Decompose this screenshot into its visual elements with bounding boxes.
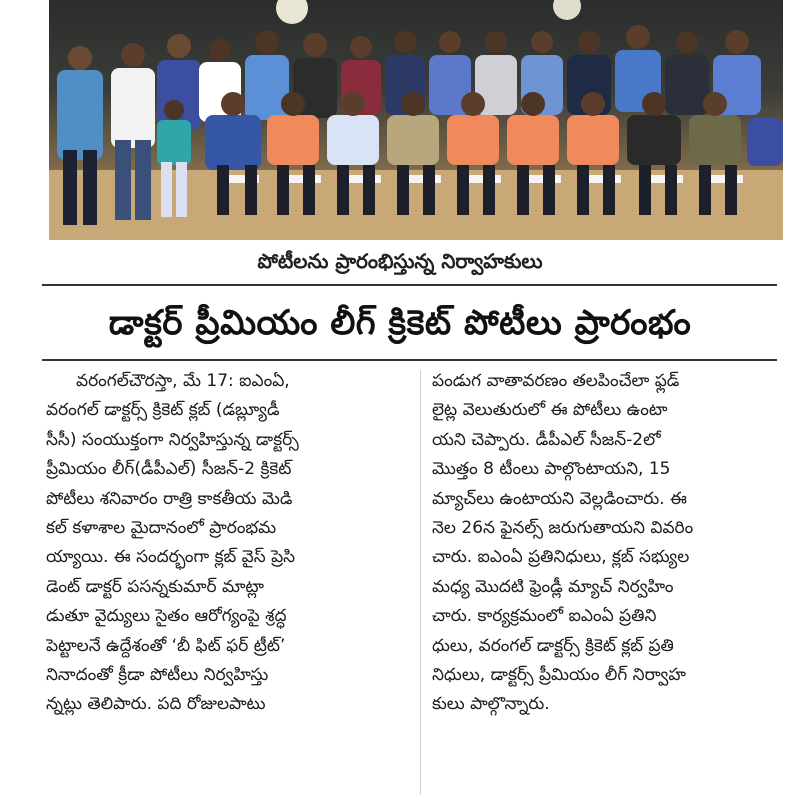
article-line: సీసీ) సంయుక్తంగా నిర్వహిస్తున్న డాక్టర్స్: [46, 429, 299, 450]
article-line: డుతూ వైద్యులు సైతం ఆరోగ్యంపై శ్రద్ధ: [46, 606, 287, 627]
article-line: లైట్ల వెలుతురులో ఈ పోటీలు ఉంటా: [432, 400, 668, 421]
article-line: ధులు, వరంగల్ డాక్టర్స్ క్రికెట్ క్లబ్ ప్రతి: [432, 635, 674, 656]
article-line: న్నట్లు తెలిపారు. పది రోజులపాటు: [46, 694, 266, 715]
article-line: కులు పాల్గొన్నారు.: [432, 694, 550, 715]
article-line: పెట్టాలనే ఉద్దేశంతో ‘బీ ఫిట్ ఫర్ ట్రీట్’: [46, 635, 286, 656]
headline-rule-bottom: [42, 359, 777, 361]
article-line: నిధులు, డాక్టర్స్ ప్రీమియం లీగ్ నిర్వాహ: [432, 664, 686, 685]
article-line: వరంగల్‌చౌరస్తా, మే 17: ఐఎంఏ,: [76, 371, 290, 391]
article-line: నెల 26న ఫైనల్స్ జరుగుతాయని వివరిం: [432, 517, 694, 538]
group-photo-icon: [49, 0, 783, 240]
article-line: యని చెప్పారు. డీపీఎల్ సీజన్-2లో: [432, 429, 661, 450]
article-line: పండుగ వాతావరణం తలపించేలా ఫ్లడ్: [432, 371, 680, 391]
group-photo: [49, 0, 783, 240]
article-line: ప్రీమియం లీగ్(డీపీఎల్) సీజన్-2 క్రికెట్: [46, 459, 292, 480]
article-line: మధ్య మొదటి ఫ్రెండ్లీ మ్యాచ్ నిర్వహిం: [432, 576, 674, 597]
photo-caption: పోటీలను ప్రారంభిస్తున్న నిర్వాహకులు: [257, 249, 543, 273]
article-line: య్యాయి. ఈ సందర్భంగా క్లబ్ వైస్ ప్రెసి: [46, 547, 296, 568]
article-column-left: [46, 367, 414, 802]
article-line: డెంట్ డాక్టర్ పసన్నకుమార్ మాట్లా: [46, 576, 265, 597]
article-line: మ్యాచ్‌లు ఉంటాయని వెల్లడించారు. ఈ: [432, 488, 687, 509]
article-line: నినాదంతో క్రీడా పోటీలు నిర్వహిస్తు: [46, 664, 269, 685]
article-column-right: [432, 367, 788, 802]
article-line: మొత్తం 8 టీంలు పాల్గొంటాయని, 15: [432, 459, 671, 480]
article-line: పోటీలు శనివారం రాత్రి కాకతీయ మెడి: [46, 488, 293, 509]
article-line: చారు. కార్యక్రమంలో ఐఎంఏ ప్రతిని: [432, 606, 657, 627]
headline-rule-top: [42, 284, 777, 286]
article-line: చారు. ఐఎంఏ ప్రతినిధులు, క్లబ్ సభ్యుల: [432, 547, 690, 568]
article-line: కల్ కళాశాల మైదానంలో ప్రారంభమ: [46, 517, 277, 538]
column-divider: [420, 370, 421, 795]
article-line: వరంగల్ డాక్టర్స్ క్రికెట్ క్లబ్ (డబ్ల్యూడీ: [46, 400, 280, 421]
headline: డాక్టర్ ప్రీమియం లీగ్ క్రికెట్ పోటీలు ప్రారంభం: [108, 303, 692, 343]
